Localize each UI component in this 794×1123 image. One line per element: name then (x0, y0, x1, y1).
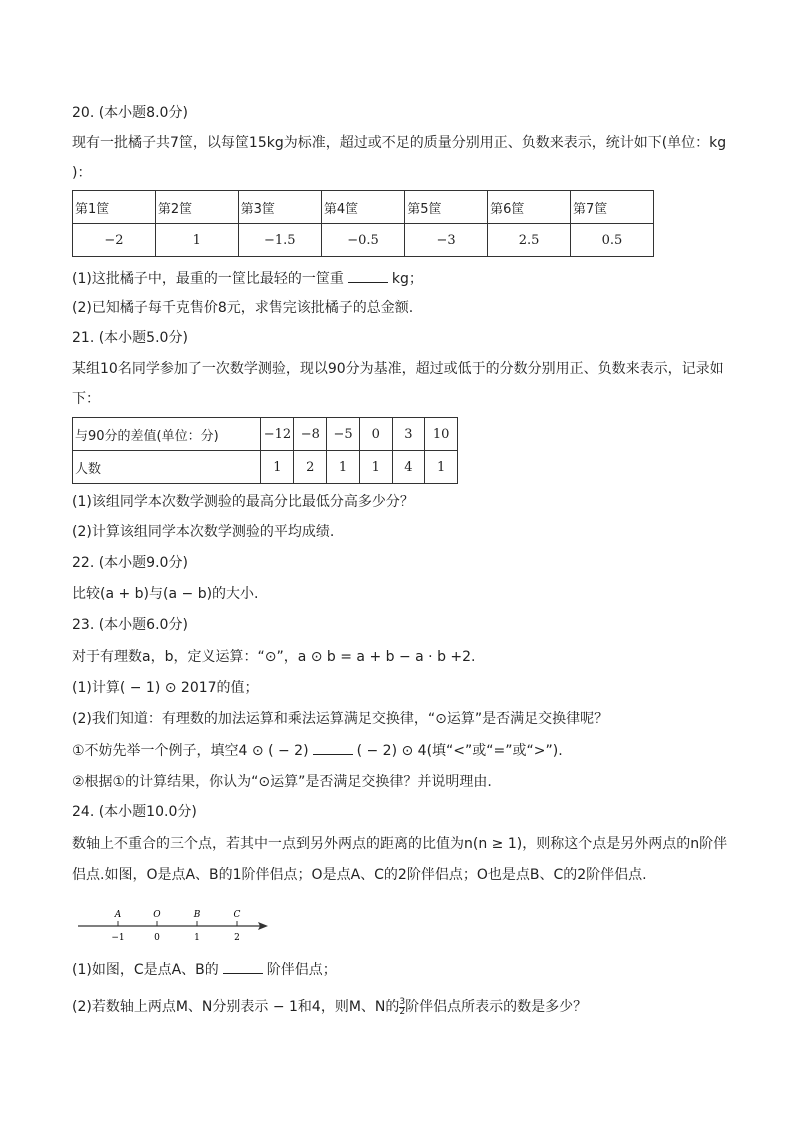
q21-text-line1: 某组10名同学参加了一次数学测验，现以90分为基准，超过或低于的分数分别用正、负数来表示，记录如 (72, 361, 724, 377)
point-label: O (153, 910, 161, 920)
q20-table (72, 190, 654, 257)
answer-blank (313, 740, 353, 755)
table-cell: 1 (359, 451, 392, 484)
q23-text: 对于有理数a，b，定义运算：“⊙”，a ⊙ b = a + b − a · b +2. (72, 649, 476, 665)
table-cell: 10 (425, 418, 458, 451)
q22-header: 22. (本小题9.0分) (72, 555, 188, 571)
table-cell: −12 (261, 418, 294, 451)
table-row (73, 224, 654, 257)
table-cell: 0.5 (571, 224, 654, 257)
q23-part2-1 (72, 740, 563, 761)
tick-label: 1 (194, 933, 200, 943)
q21-part1: (1)该组同学本次数学测验的最高分比最低分高多少分？ (72, 494, 414, 510)
q24-part2-text-end: 阶伴侣点所表示的数是多少？ (405, 999, 588, 1015)
q20-text-line1: 现有一批橘子共7筐，以每筐15kg为标准，超过或不足的质量分别用正、负数来表示，统计如下(单位：kg (72, 135, 727, 151)
table-cell: −8 (294, 418, 327, 451)
answer-blank (223, 959, 263, 974)
table-cell: 4 (392, 451, 425, 484)
q20-part2: (2)已知橘子每千克售价8元，求售完该批橘子的总金额. (72, 300, 414, 316)
q20-text-line2: )： (72, 165, 92, 181)
fraction-denominator: 2 (399, 1006, 406, 1017)
q23-header: 23. (本小题6.0分) (72, 617, 188, 633)
tick-label: 0 (154, 933, 160, 943)
table-cell: −5 (327, 418, 360, 451)
table-cell: 第7筐 (571, 191, 654, 224)
table-cell: −3 (405, 224, 488, 257)
q21-text-line2: 下： (72, 391, 100, 407)
q24-part2-text: (2)若数轴上两点M、N分别表示 − 1和4，则M、N的 (72, 999, 400, 1015)
q22-text: 比较(a + b)与(a − b)的大小. (72, 586, 259, 602)
table-cell: 第3筐 (238, 191, 321, 224)
q24-part1 (72, 959, 337, 980)
q23-part2-1-text: ①不妨先举一个例子，填空4 ⊙ ( − 2) (72, 743, 309, 759)
table-cell: −2 (73, 224, 156, 257)
q21-part2: (2)计算该组同学本次数学测验的平均成绩. (72, 524, 335, 540)
q20-part1 (72, 268, 423, 289)
table-header-row (73, 191, 654, 224)
table-row (73, 451, 458, 484)
q23-part2: (2)我们知道：有理数的加法运算和乘法运算满足交换律，“⊙运算”是否满足交换律呢？ (72, 711, 609, 727)
q20-header: 20. (本小题8.0分) (72, 105, 188, 121)
table-row (73, 418, 458, 451)
point-label: A (114, 910, 122, 920)
table-cell: −1.5 (238, 224, 321, 257)
answer-blank (348, 268, 388, 283)
table-cell: 1 (327, 451, 360, 484)
table-cell: 第4筐 (321, 191, 404, 224)
tick-label: 2 (234, 933, 240, 943)
table-cell: 与90分的差值(单位：分) (73, 418, 261, 451)
q20-part1-unit: kg； (391, 271, 423, 287)
q21-header: 21. (本小题5.0分) (72, 330, 188, 346)
table-cell: −0.5 (321, 224, 404, 257)
q24-header: 24. (本小题10.0分) (72, 804, 197, 820)
q21-table (72, 417, 458, 484)
table-cell: 第2筐 (155, 191, 238, 224)
table-cell: 第5筐 (405, 191, 488, 224)
table-cell: 1 (425, 451, 458, 484)
q24-text-line2: 侣点.如图，O是点A、B的1阶伴侣点；O是点A、C的2阶伴侣点；O也是点B、C的2阶伴侣点. (72, 867, 647, 883)
q23-part1: (1)计算( − 1) ⊙ 2017的值； (72, 680, 259, 696)
q23-part2-1-text-end: ( − 2) ⊙ 4(填“<”或“=”或“>”). (356, 743, 563, 759)
table-cell: 人数 (73, 451, 261, 484)
q24-part1-text-end: 阶伴侣点； (266, 962, 337, 978)
table-cell: 0 (359, 418, 392, 451)
point-label: B (193, 910, 201, 920)
table-cell: 第6筐 (488, 191, 571, 224)
table-cell: 2 (294, 451, 327, 484)
q23-part2-2: ②根据①的计算结果，你认为“⊙运算”是否满足交换律？并说明理由. (72, 774, 492, 790)
table-cell: 3 (392, 418, 425, 451)
table-cell: 2.5 (488, 224, 571, 257)
point-label: C (233, 910, 241, 920)
table-cell: 1 (155, 224, 238, 257)
fraction-numerator: 3 (399, 996, 406, 1007)
q24-part2 (72, 997, 587, 1017)
q24-text-line1: 数轴上不重合的三个点，若其中一点到另外两点的距离的比值为n(n ≥ 1)，则称这个点是另外两点的n阶伴 (72, 836, 728, 852)
q24-part1-text: (1)如图，C是点A、B的 (72, 962, 219, 978)
number-line-figure (76, 904, 276, 948)
q20-part1-text: (1)这批橘子中，最重的一筐比最轻的一筐重 (72, 271, 344, 287)
tick-label: −1 (111, 933, 125, 943)
table-cell: 第1筐 (73, 191, 156, 224)
table-cell: 1 (261, 451, 294, 484)
